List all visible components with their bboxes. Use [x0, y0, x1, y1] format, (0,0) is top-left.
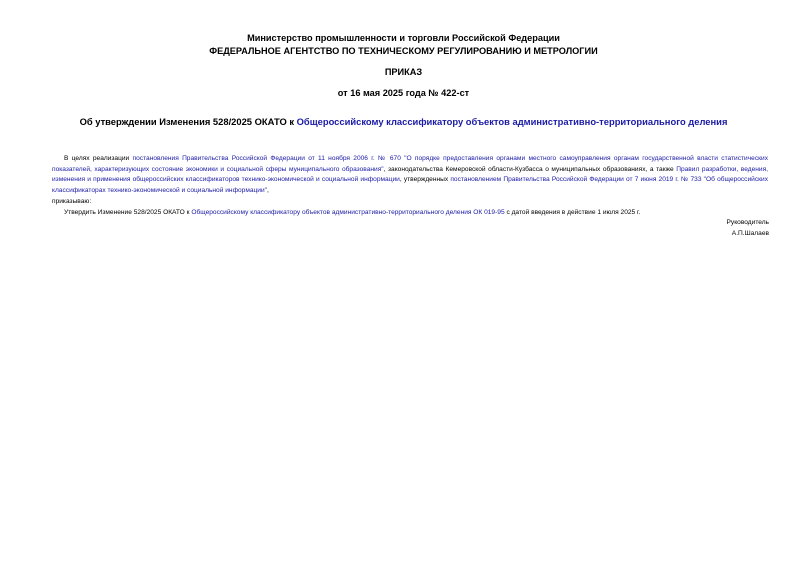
- okato-classifier-link[interactable]: Общероссийскому классификатору объектов административно-территориального деления ОК 019-95: [191, 209, 505, 216]
- signatory-role: Руководитель: [726, 219, 769, 226]
- order-text-1: Утвердить Изменение 528/2025 ОКАТО к: [64, 209, 192, 216]
- ministry-name: Министерство промышленности и торговли Российской Федерации: [247, 33, 560, 43]
- document-type: ПРИКАЗ: [384, 67, 423, 77]
- title-classifier-link[interactable]: Общероссийскому классификатору объектов административно-территориального деления: [296, 116, 728, 127]
- order-paragraph: [52, 208, 768, 219]
- resolution-733-link[interactable]: постановлением Правительства Российской Федерации от 7 июня 2019 г. № 733 "Об общероссийских классификаторах технико-экономической и социальной информации": [52, 176, 768, 194]
- resolution-670-link[interactable]: постановления Правительства Российской Федерации от 11 ноября 2006 г. № 670 "О порядке предоставления органами местного самоуправления органам государственной власти статистических показателей, характеризующих состояние экономики и социальной сферы муниципального образования": [52, 155, 768, 173]
- preamble-text-2: , законодательства Кемеровской области-Кузбасса о муниципальных образованиях, а также: [383, 165, 677, 173]
- title-prefix: Об утверждении Изменения 528/2025 ОКАТО к: [79, 116, 297, 127]
- document-title: [0, 116, 807, 127]
- preamble-paragraph: [52, 154, 768, 196]
- preamble-text-4: ,: [267, 186, 269, 194]
- agency-name: ФЕДЕРАЛЬНОЕ АГЕНТСТВО ПО ТЕХНИЧЕСКОМУ РЕГУЛИРОВАНИЮ И МЕТРОЛОГИИ: [209, 46, 598, 56]
- signatory-name: А.П.Шалаев: [731, 230, 769, 237]
- preamble-text-3: , утвержденных: [399, 176, 451, 184]
- preamble-text-1: В целях реализации: [64, 155, 133, 162]
- order-word: приказываю:: [52, 198, 92, 205]
- document-date-number: от 16 мая 2025 года № 422-ст: [337, 88, 470, 98]
- order-text-2: с датой введения в действие 1 июля 2025 г.: [504, 209, 641, 216]
- classifier-rules-link[interactable]: Правил разработки, ведения, изменения и применения общероссийских классификаторов технико-экономической и социальной информации: [52, 165, 768, 184]
